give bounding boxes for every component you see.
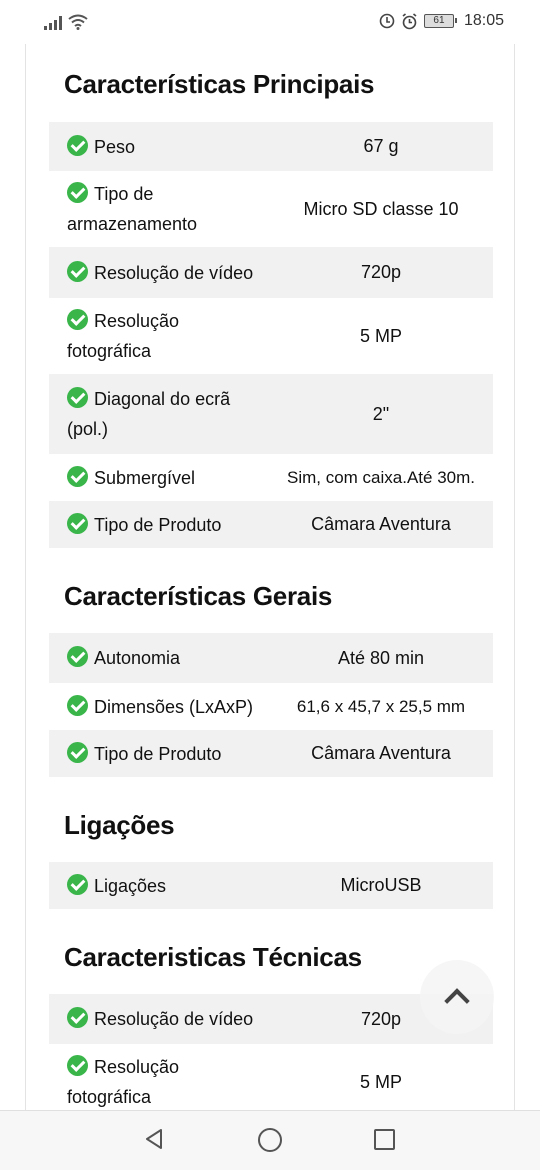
check-icon [67, 1055, 88, 1076]
section-title-tecnicas: Caracteristicas Técnicas [64, 942, 362, 972]
spec-label: Tipo de [94, 184, 154, 204]
spec-value: 720p [360, 1008, 402, 1029]
spec-name [49, 384, 269, 444]
spec-label: Submergível [94, 467, 196, 488]
check-icon [67, 182, 88, 203]
home-icon[interactable] [258, 1128, 282, 1152]
spec-name [49, 1052, 269, 1110]
spec-value: 2" [372, 403, 390, 424]
spec-name [49, 179, 269, 239]
spec-value: 61,6 x 45,7 x 25,5 mm [296, 696, 466, 716]
check-icon [67, 742, 88, 763]
spec-name [49, 510, 269, 540]
spec-value: Câmara Aventura [311, 514, 451, 534]
spec-label-line2: fotográfica [67, 1087, 152, 1107]
spec-label: Ligações [94, 875, 167, 896]
spec-label: Dimensões (LxAxP) [94, 696, 254, 717]
spec-label-line2: fotográfica [67, 341, 152, 361]
spec-row [49, 171, 493, 247]
spec-label: Resolução de vídeo [94, 1009, 254, 1029]
spec-row [49, 454, 493, 501]
check-icon [67, 646, 88, 667]
check-icon [67, 135, 88, 156]
back-icon[interactable] [142, 1127, 166, 1151]
scroll-to-top-button[interactable] [420, 960, 494, 1034]
section-title-gerais: Características Gerais [64, 581, 333, 611]
spec-name [49, 739, 269, 769]
chevron-up-icon [444, 988, 469, 1013]
product-specs-card [25, 44, 515, 1110]
spec-label: Tipo de Produto [94, 514, 222, 535]
spec-label-line2: (pol.) [67, 419, 109, 439]
battery-icon: 61 [424, 14, 454, 28]
wifi-icon [68, 14, 88, 30]
spec-label: Peso [94, 136, 136, 157]
spec-row [49, 683, 493, 730]
data-saver-icon [379, 13, 395, 29]
section-title-ligacoes: Ligações [64, 810, 175, 840]
check-icon [67, 261, 88, 282]
check-icon [67, 466, 88, 487]
spec-label: Tipo de Produto [94, 743, 222, 764]
status-bar [0, 0, 540, 44]
section-title-principais: Características Principais [64, 69, 375, 99]
check-icon [67, 695, 88, 716]
spec-row [49, 730, 493, 777]
spec-name [49, 643, 269, 673]
status-right [379, 12, 504, 30]
signal-icon [44, 16, 62, 30]
spec-value: 67 g [363, 136, 399, 156]
spec-row [49, 633, 493, 683]
spec-label: Resolução [94, 311, 180, 331]
spec-label: Autonomia [94, 648, 181, 668]
spec-name [49, 463, 269, 493]
spec-value: MicroUSB [340, 875, 422, 895]
status-time: 18:05 [463, 12, 504, 29]
spec-value: 720p [360, 262, 402, 282]
check-icon [67, 513, 88, 534]
recent-apps-icon[interactable] [374, 1129, 395, 1150]
spec-name [49, 1004, 269, 1034]
spec-row [49, 501, 493, 548]
spec-row [49, 374, 493, 454]
status-left [44, 14, 88, 30]
check-icon [67, 309, 88, 330]
check-icon [67, 874, 88, 895]
spec-label: Diagonal do ecrã [94, 389, 231, 409]
spec-name [49, 306, 269, 366]
spec-row [49, 298, 493, 374]
spec-value: Sim, com caixa.Até 30m. [286, 467, 475, 487]
spec-value: 5 MP [359, 325, 402, 346]
spec-row [49, 862, 493, 909]
spec-name [49, 871, 269, 901]
check-icon [67, 387, 88, 408]
spec-row [49, 1044, 493, 1110]
spec-value: Câmara Aventura [311, 743, 451, 763]
spec-name [49, 132, 269, 162]
spec-label: Resolução [94, 1057, 180, 1077]
spec-row [49, 247, 493, 298]
spec-name [49, 258, 269, 288]
spec-value: Até 80 min [337, 647, 425, 668]
spec-value: Micro SD classe 10 [303, 198, 459, 219]
alarm-icon [401, 13, 418, 30]
spec-name [49, 692, 269, 722]
spec-value: 5 MP [359, 1071, 402, 1092]
spec-label-line2: armazenamento [67, 214, 198, 234]
spec-row [49, 122, 493, 171]
check-icon [67, 1007, 88, 1028]
navigation-bar [0, 1110, 540, 1170]
spec-label: Resolução de vídeo [94, 262, 254, 283]
